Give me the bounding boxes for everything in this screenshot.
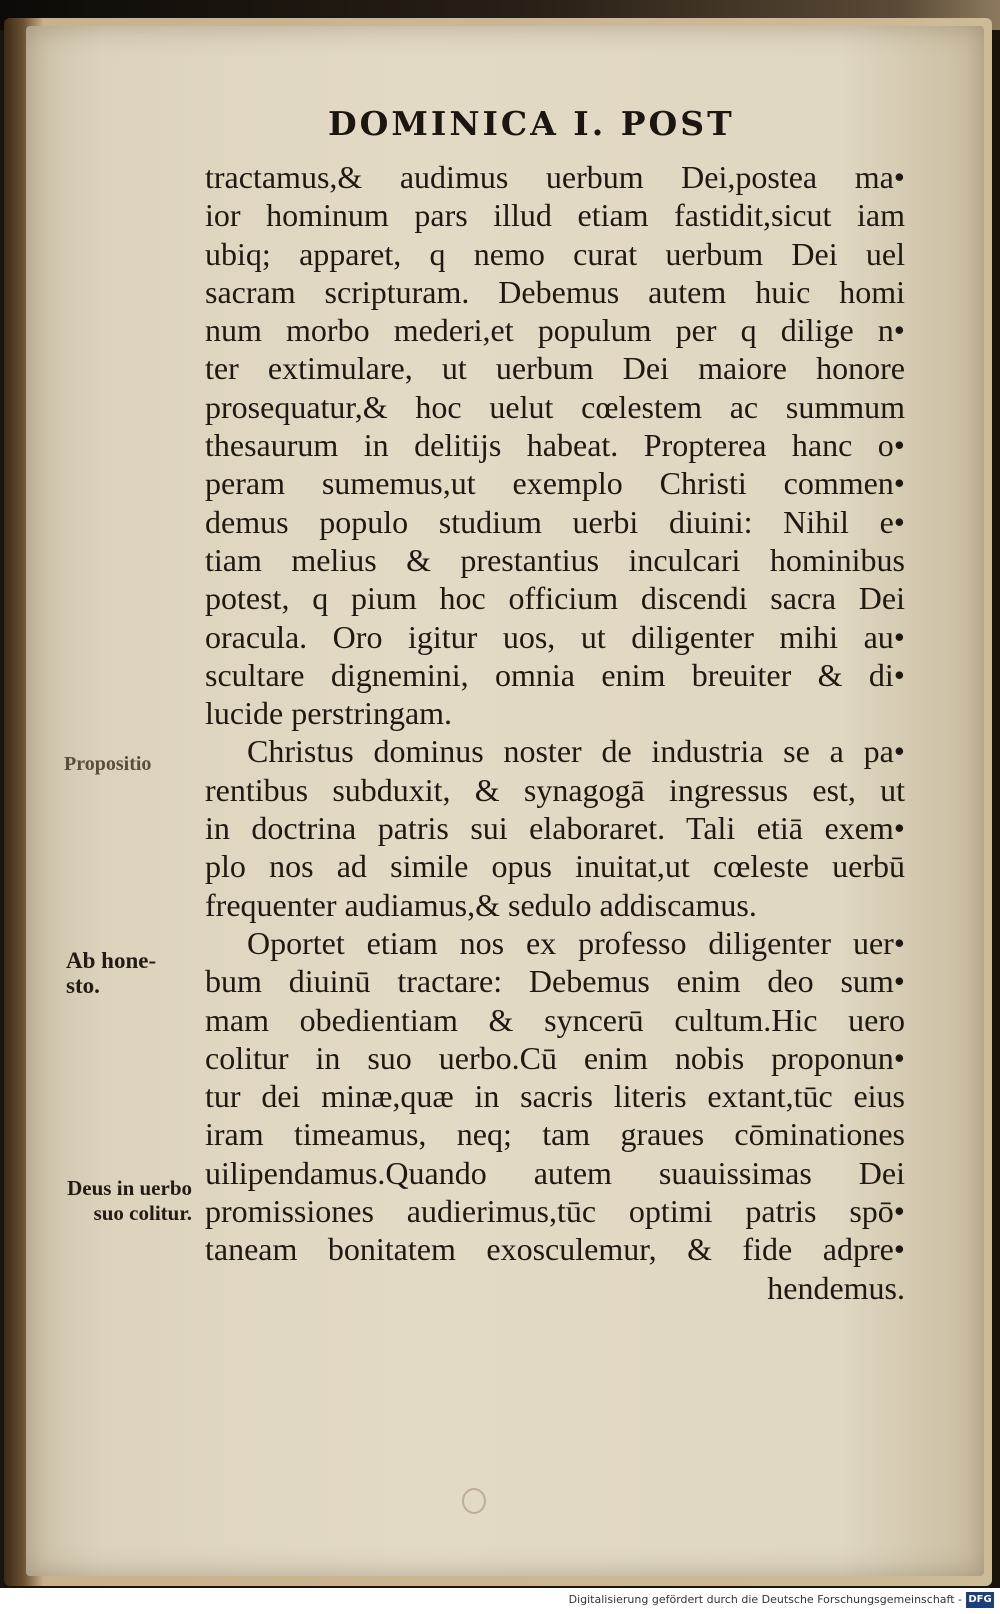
text-line: mam obedientiam & syncerū cultum.Hic uero bbox=[205, 1001, 905, 1038]
text-line: num morbo mederi,et populum per q dilige n• bbox=[205, 312, 905, 349]
margin-note-ab-honesto: Ab hone- sto. bbox=[66, 948, 157, 998]
text-line: oracula. Oro igitur uos, ut diligenter mihi au• bbox=[205, 618, 905, 655]
text-line: ubiq; apparet, q nemo curat uerbum Dei uel bbox=[205, 235, 905, 272]
text-line: plo nos ad simile opus inuitat,ut cœleste uerbū bbox=[205, 848, 905, 885]
text-line: ior hominum pars illud etiam fastidit,sicut iam bbox=[205, 197, 905, 234]
dfg-logo: DFG bbox=[966, 1592, 994, 1608]
text-line: colitur in suo uerbo.Cū enim nobis proponun• bbox=[205, 1039, 905, 1076]
text-line: tractamus,& audimus uerbum Dei,postea ma• bbox=[205, 159, 905, 195]
text-line: Christus dominus noster de industria se a pa• bbox=[247, 733, 905, 770]
text-line: Oportet etiam nos ex professo diligenter uer• bbox=[247, 924, 905, 961]
text-line: in doctrina patris sui elaboraret. Tali etiā exem• bbox=[205, 810, 905, 847]
catchword: hendemus. bbox=[767, 1269, 905, 1306]
text-line: tur dei minæ,quæ in sacris literis extant,tūc eius bbox=[205, 1078, 905, 1115]
text-line: uilipendamus.Quando autem suauissimas Dei bbox=[205, 1154, 905, 1191]
footer-credit: Digitalisierung gefördert durch die Deutsche Forschungsgemeinschaft - bbox=[568, 1593, 962, 1606]
text-line: bum diuinū tractare: Debemus enim deo sum• bbox=[205, 963, 905, 1000]
margin-note-deus-in-uerbo: Deus in uerbo suo colitur. bbox=[67, 1176, 192, 1225]
text-line: promissiones audierimus,tūc optimi patris spō• bbox=[205, 1193, 905, 1230]
page-stain-mark bbox=[462, 1488, 486, 1514]
text-line: sacram scripturam. Debemus autem huic homi bbox=[205, 273, 905, 310]
text-line: rentibus subduxit, & synagogā ingressus est, ut bbox=[205, 771, 905, 808]
text-line: iram timeamus, neq; tam graues cōminationes bbox=[205, 1116, 905, 1153]
text-line: prosequatur,& hoc uelut cœlestem ac summum bbox=[205, 388, 905, 425]
text-line: tiam melius & prestantius inculcari hominibus bbox=[205, 541, 905, 578]
footer-bar bbox=[0, 1588, 1000, 1614]
text-line: lucide perstringam. bbox=[205, 695, 453, 732]
text-line: demus populo studium uerbi diuini: Nihil e• bbox=[205, 503, 905, 540]
margin-note-propositio: Propositio bbox=[64, 753, 152, 775]
text-line: scultare dignemini, omnia enim breuiter & di• bbox=[205, 656, 905, 693]
text-line: potest, q pium hoc officium discendi sacra Dei bbox=[205, 580, 905, 617]
text-line: frequenter audiamus,& sedulo addiscamus. bbox=[205, 886, 757, 923]
body-text bbox=[205, 158, 905, 1307]
running-title: DOMINICA I. POST bbox=[328, 104, 735, 143]
text-line: taneam bonitatem exosculemur, & fide adpre• bbox=[205, 1231, 905, 1268]
text-line: peram sumemus,ut exemplo Christi commen• bbox=[205, 465, 905, 502]
text-line: ter extimulare, ut uerbum Dei maiore honore bbox=[205, 350, 905, 387]
text-line: thesaurum in delitijs habeat. Propterea hanc o• bbox=[205, 427, 905, 464]
